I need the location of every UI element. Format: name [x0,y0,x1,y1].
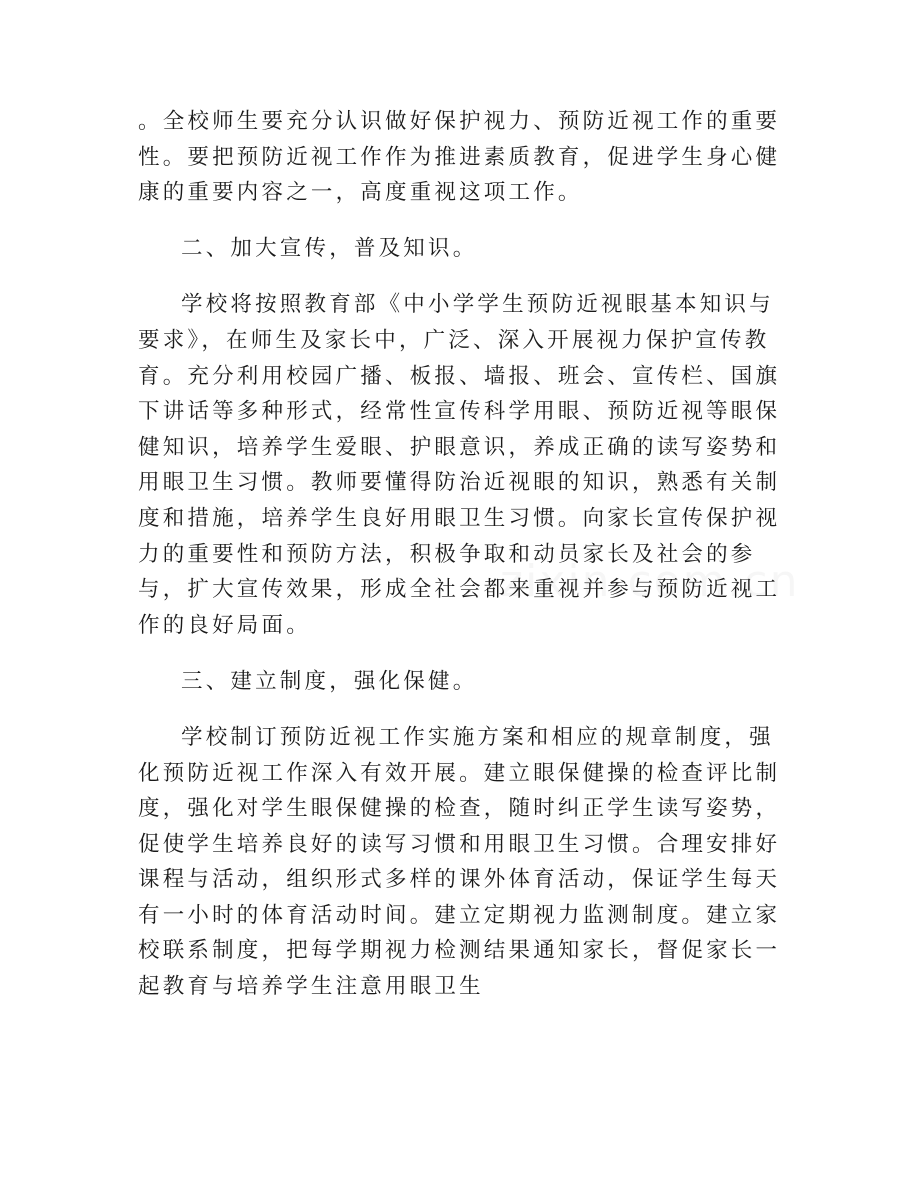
paragraph-system: 学校制订预防近视工作实施方案和相应的规章制度，强化预防近视工作深入有效开展。建立眼保健操的检查评比制度，强化对学生眼保健操的检查，随时纠正学生读写姿势，促使学生培养良好的读写习惯和用眼卫生习惯。合理安排好课程与活动，组织形式多样的课外体育活动，保证学生每天有一小时的体育活动时间。建立定期视力监测制度。建立家校联系制度，把每学期视力检测结果通知家长，督促家长一起教育与培养学生注意用眼卫生 [138,724,781,1000]
paragraph-intro-continuation: 。全校师生要充分认识做好保护视力、预防近视工作的重要性。要把预防近视工作作为推进素质教育，促进学生身心健康的重要内容之一，高度重视这项工作。 [138,109,781,206]
paragraph-publicity: 学校将按照教育部《中小学学生预防近视眼基本知识与要求》，在师生及家长中，广泛、深入开展视力保护宣传教育。充分利用校园广播、板报、墙报、班会、宣传栏、国旗下讲话等多种形式，经常性宣传科学用眼、预防近视等眼保健知识，培养学生爱眼、护眼意识，养成正确的读写姿势和用眼卫生习惯。教师要懂得防治近视眼的知识，熟悉有关制度和措施，培养学生良好用眼卫生习惯。向家长宣传保护视力的重要性和预防方法，积极争取和动员家长及社会的参与，扩大宣传效果，形成全社会都来重视并参与预防近视工作的良好局面。 [138,292,781,638]
section-heading-2: 二、加大宣传，普及知识。 [181,236,478,262]
section-heading-3: 三、建立制度，强化保健。 [181,668,478,694]
document-body [138,104,784,1005]
